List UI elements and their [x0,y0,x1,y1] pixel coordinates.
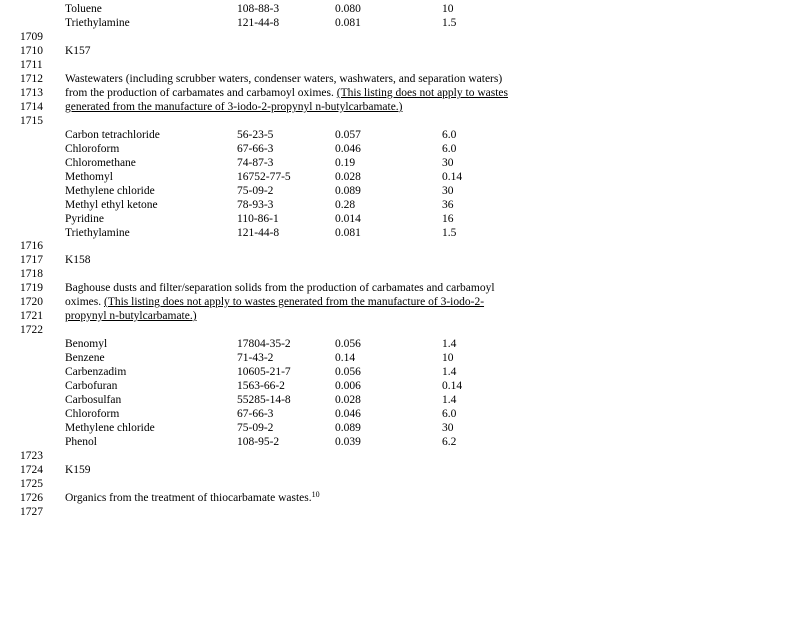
cas-number: 75-09-2 [237,422,274,434]
chemical-name: Phenol [65,436,97,448]
cas-number: 121-44-8 [237,17,280,29]
cas-number: 121-44-8 [237,227,280,239]
wastewater-standard: 0.081 [335,17,361,29]
cas-number: 17804-35-2 [237,338,291,350]
waste-description [65,491,320,505]
wastewater-standard: 0.056 [335,366,361,378]
chemical-name: Carbofuran [65,380,118,392]
exclusion-text: (This listing does not apply to wastes generated from the manufacture of 3-iodo-2- [103,296,485,308]
waste-code: K157 [65,45,91,57]
nonwastewater-standard: 1.5 [442,17,457,29]
chemical-name: Chloroform [65,408,120,420]
wastewater-standard: 0.19 [335,157,356,169]
nonwastewater-standard: 1.4 [442,394,457,406]
exclusion-text: propynyl n-butylcarbamate.) [65,310,197,322]
chemical-name: Carbenzadim [65,366,127,378]
line-number: 1727 [20,506,43,518]
waste-code: K158 [65,254,91,266]
cas-number: 78-93-3 [237,199,274,211]
wastewater-standard: 0.014 [335,213,361,225]
waste-description [65,86,508,100]
chemical-name: Carbon tetrachloride [65,129,160,141]
wastewater-standard: 0.056 [335,338,361,350]
wastewater-standard: 0.057 [335,129,361,141]
line-number: 1714 [20,101,43,113]
nonwastewater-standard: 1.5 [442,227,457,239]
line-number: 1711 [20,59,43,71]
wastewater-standard: 0.046 [335,408,361,420]
cas-number: 108-95-2 [237,436,280,448]
footnote-marker: 10 [311,490,320,499]
line-number: 1723 [20,450,43,462]
wastewater-standard: 0.089 [335,185,361,197]
wastewater-standard: 0.028 [335,394,361,406]
cas-number: 74-87-3 [237,157,274,169]
chemical-name: Methylene chloride [65,422,155,434]
exclusion-text: (This listing does not apply to wastes [336,87,508,99]
nonwastewater-standard: 1.4 [442,366,457,378]
nonwastewater-standard: 6.0 [442,129,457,141]
cas-number: 55285-14-8 [237,394,291,406]
cas-number: 10605-21-7 [237,366,291,378]
line-number: 1721 [20,310,43,322]
wastewater-standard: 0.089 [335,422,361,434]
line-number: 1712 [20,73,43,85]
chemical-name: Toluene [65,3,102,15]
cas-number: 56-23-5 [237,129,274,141]
waste-description [65,295,484,309]
description-text: oximes. [65,296,102,308]
wastewater-standard: 0.006 [335,380,361,392]
description-text: Organics from the treatment of thiocarbamate wastes. [65,492,312,504]
cas-number: 67-66-3 [237,143,274,155]
nonwastewater-standard: 36 [442,199,454,211]
nonwastewater-standard: 10 [442,352,454,364]
chemical-name: Benzene [65,352,105,364]
waste-description: Baghouse dusts and filter/separation solids from the production of carbamates and carbamoyl [65,282,495,294]
chemical-name: Pyridine [65,213,104,225]
wastewater-standard: 0.28 [335,199,356,211]
cas-number: 110-86-1 [237,213,279,225]
cas-number: 67-66-3 [237,408,274,420]
nonwastewater-standard: 6.0 [442,408,457,420]
chemical-name: Triethylamine [65,227,130,239]
line-number: 1710 [20,45,43,57]
cas-number: 16752-77-5 [237,171,291,183]
chemical-name: Chloromethane [65,157,136,169]
wastewater-standard: 0.046 [335,143,361,155]
wastewater-standard: 0.039 [335,436,361,448]
line-number: 1725 [20,478,43,490]
cas-number: 1563-66-2 [237,380,285,392]
wastewater-standard: 0.14 [335,352,356,364]
nonwastewater-standard: 16 [442,213,454,225]
nonwastewater-standard: 30 [442,185,454,197]
wastewater-standard: 0.081 [335,227,361,239]
line-number: 1717 [20,254,43,266]
line-number: 1722 [20,324,43,336]
chemical-name: Methylene chloride [65,185,155,197]
waste-description: Wastewaters (including scrubber waters, condenser waters, washwaters, and separation waters) [65,73,503,85]
nonwastewater-standard: 0.14 [442,171,463,183]
cas-number: 71-43-2 [237,352,274,364]
nonwastewater-standard: 30 [442,157,454,169]
exclusion-text: generated from the manufacture of 3-iodo-2-propynyl n-butylcarbamate.) [65,101,403,113]
nonwastewater-standard: 6.0 [442,143,457,155]
chemical-name: Methomyl [65,171,113,183]
nonwastewater-standard: 10 [442,3,454,15]
line-number: 1726 [20,492,43,504]
description-text: from the production of carbamates and carbamoyl oximes. [65,87,334,99]
line-number: 1713 [20,87,43,99]
nonwastewater-standard: 0.14 [442,380,463,392]
nonwastewater-standard: 1.4 [442,338,457,350]
line-number: 1715 [20,115,43,127]
chemical-name: Methyl ethyl ketone [65,199,158,211]
line-number: 1718 [20,268,43,280]
line-number: 1716 [20,240,43,252]
line-number: 1719 [20,282,43,294]
line-number: 1724 [20,464,43,476]
nonwastewater-standard: 6.2 [442,436,457,448]
chemical-name: Benomyl [65,338,108,350]
waste-code: K159 [65,464,91,476]
wastewater-standard: 0.028 [335,171,361,183]
wastewater-standard: 0.080 [335,3,361,15]
line-number: 1709 [20,31,43,43]
chemical-name: Triethylamine [65,17,130,29]
line-number: 1720 [20,296,43,308]
cas-number: 75-09-2 [237,185,274,197]
chemical-name: Carbosulfan [65,394,122,406]
nonwastewater-standard: 30 [442,422,454,434]
chemical-name: Chloroform [65,143,120,155]
cas-number: 108-88-3 [237,3,280,15]
